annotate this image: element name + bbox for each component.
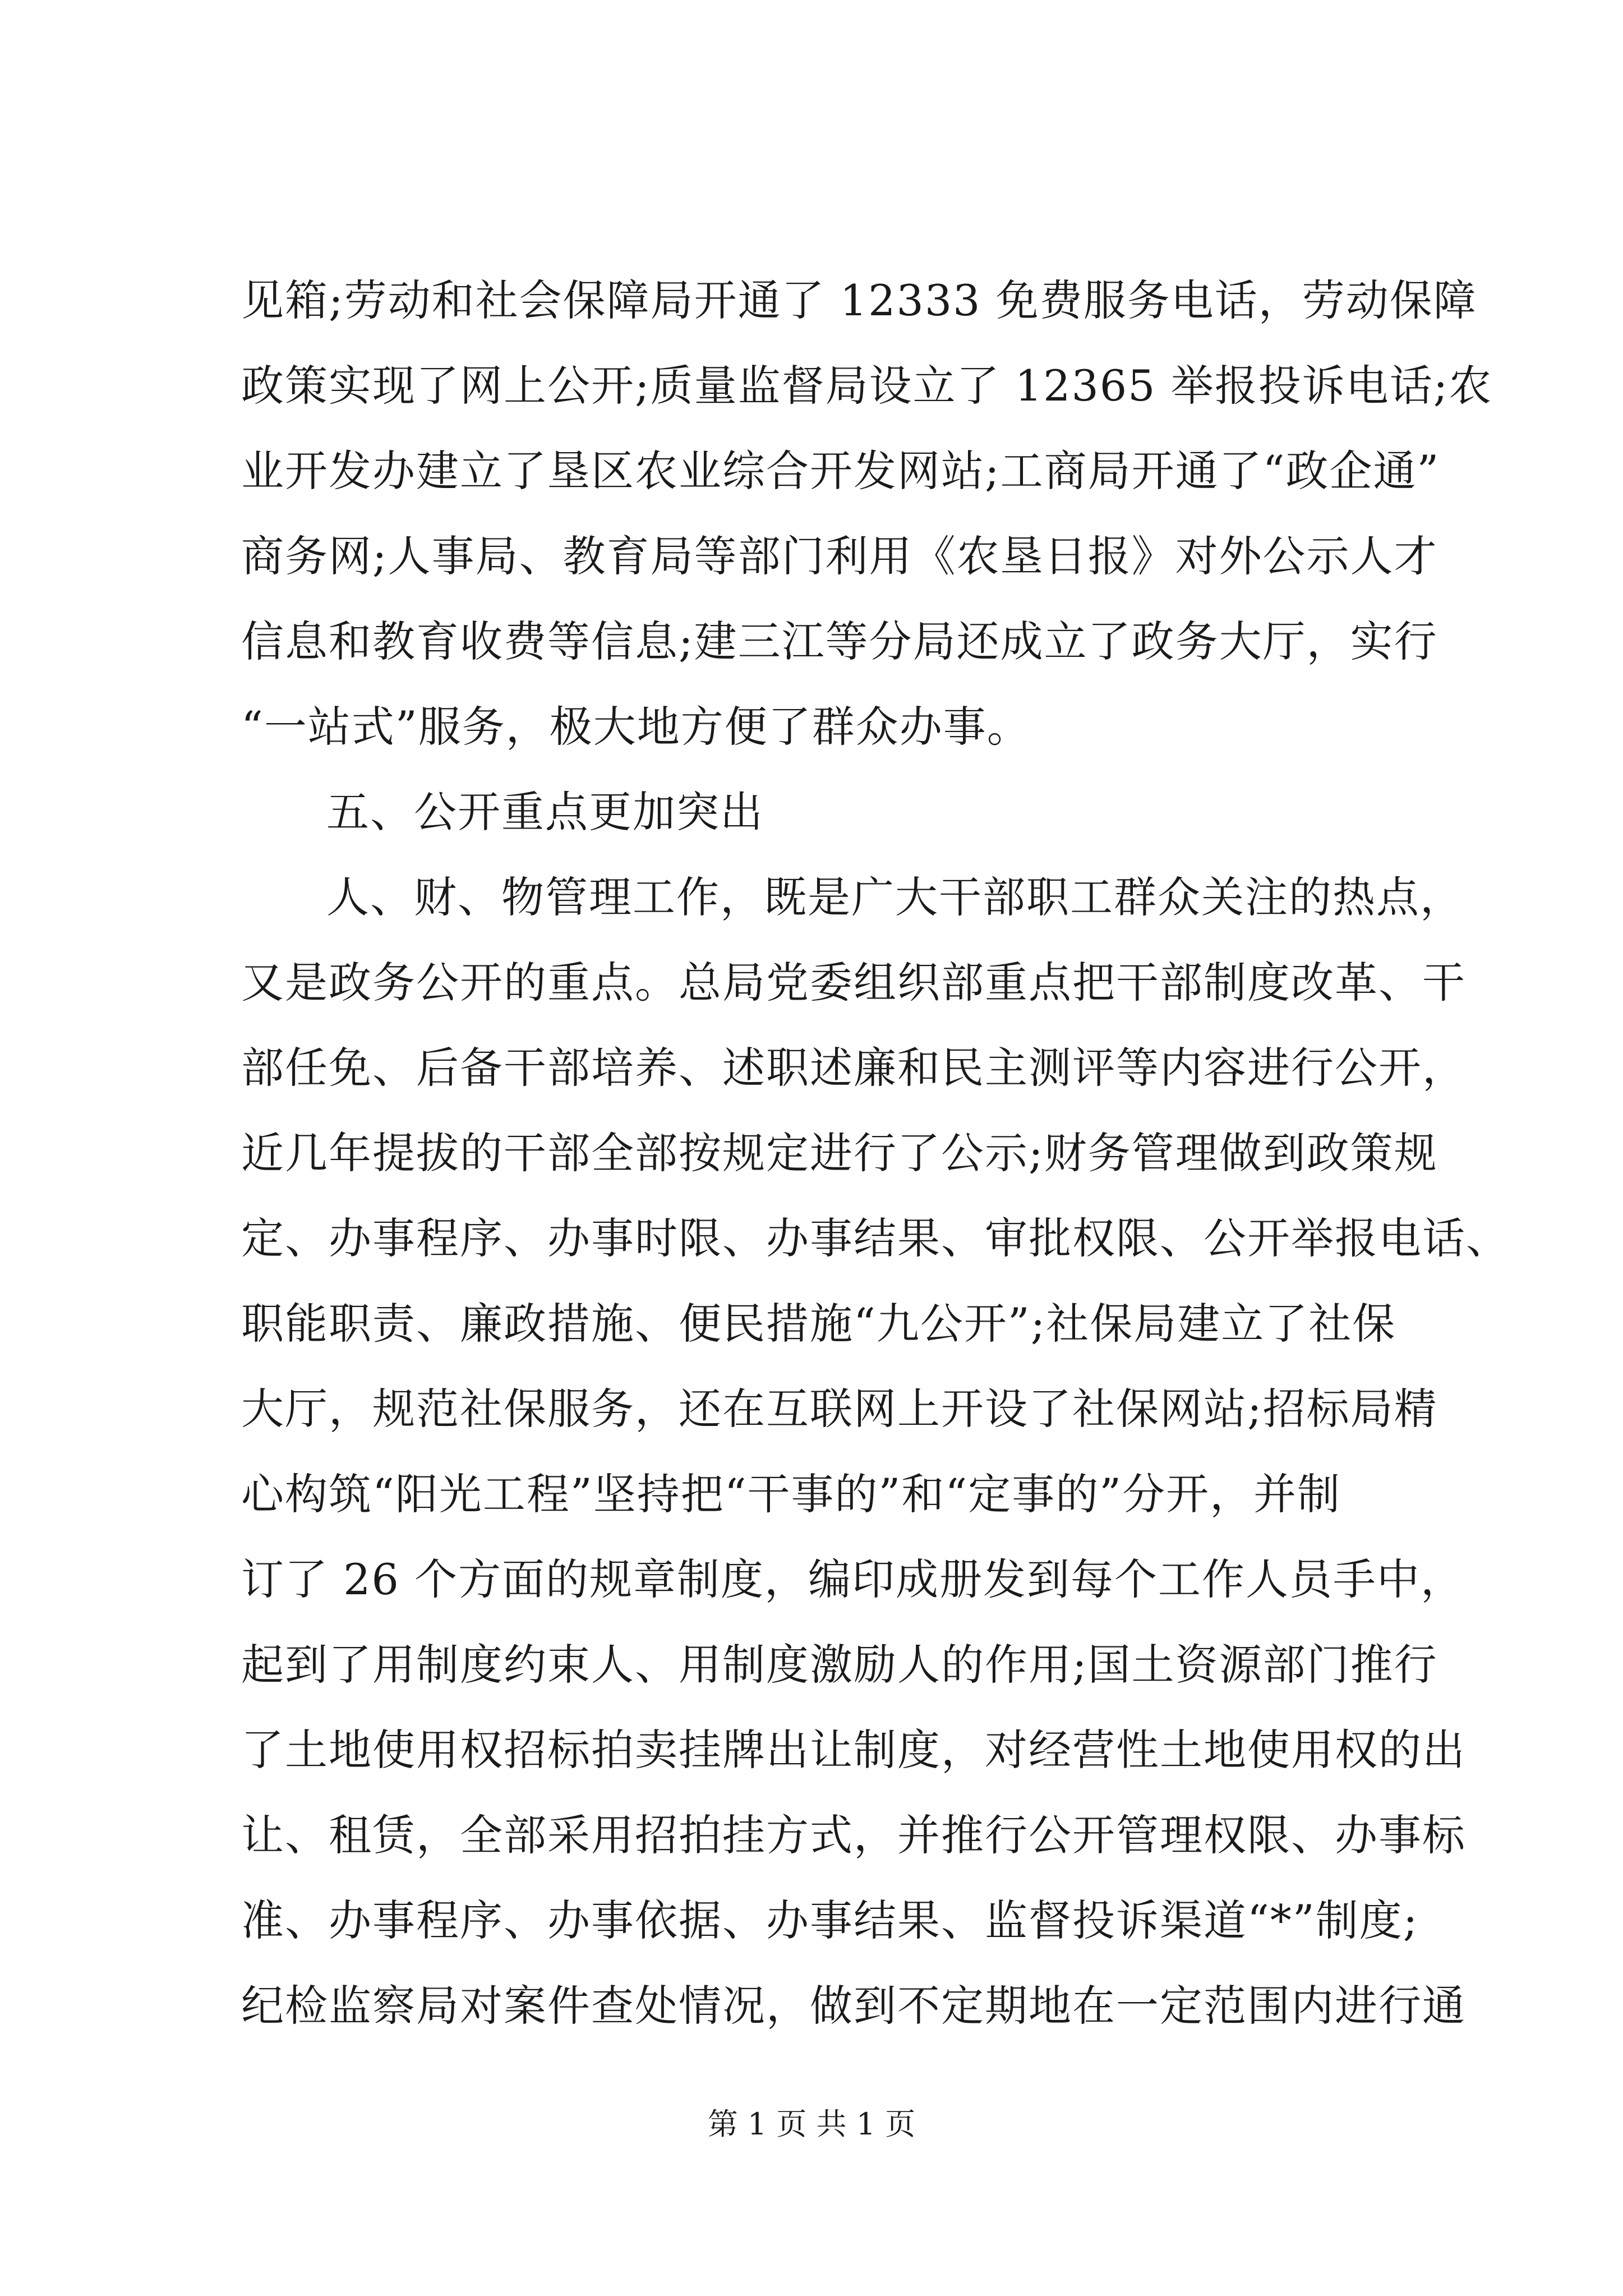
- body-line: 心构筑“阳光工程”坚持把“干事的”和“定事的”分开，并制: [241, 1469, 1341, 1519]
- body-line: 起到了用制度约束人、用制度激励人的作用;国土资源部门推行: [241, 1640, 1438, 1690]
- body-line: 职能职责、廉政措施、便民措施“九公开”;社保局建立了社保: [241, 1299, 1396, 1349]
- paragraph-first-line: 人、财、物管理工作，既是广大干部职工群众关注的热点，: [326, 872, 1464, 922]
- body-line: 订了 26 个方面的规章制度，编印成册发到每个工作人员手中，: [241, 1554, 1465, 1604]
- body-line: 让、租赁，全部采用招拍挂方式，并推行公开管理权限、办事标: [241, 1810, 1466, 1860]
- body-line: 政策实现了网上公开;质量监督局设立了 12365 举报投诉电话;农: [241, 361, 1493, 411]
- body-line: 准、办事程序、办事依据、办事结果、监督投诉渠道“*”制度;: [241, 1895, 1419, 1945]
- body-line: 纪检监察局对案件查处情况，做到不定期地在一定范围内进行通: [241, 1981, 1466, 2031]
- body-line: 又是政务公开的重点。总局党委组织部重点把干部制度改革、干: [241, 958, 1466, 1007]
- section-heading: 五、公开重点更加突出: [326, 787, 764, 837]
- body-line: 大厅，规范社保服务，还在互联网上开设了社保网站;招标局精: [241, 1384, 1438, 1434]
- body-line: 商务网;人事局、教育局等部门利用《农垦日报》对外公示人才: [241, 531, 1438, 581]
- body-line: 部任免、后备干部培养、述职述廉和民主测评等内容进行公开，: [241, 1043, 1466, 1093]
- body-line: 定、办事程序、办事时限、办事结果、审批权限、公开举报电话、: [241, 1213, 1510, 1263]
- document-body: [241, 258, 1510, 2049]
- body-line: 见箱;劳动和社会保障局开通了 12333 免费服务电话，劳动保障: [241, 275, 1477, 325]
- body-line: 信息和教育收费等信息;建三江等分局还成立了政务大厅，实行: [241, 616, 1438, 666]
- body-line: 了土地使用权招标拍卖挂牌出让制度，对经营性土地使用权的出: [241, 1725, 1466, 1775]
- body-line: 近几年提拔的干部全部按规定进行了公示;财务管理做到政策规: [241, 1128, 1438, 1178]
- body-line: “一站式”服务，极大地方便了群众办事。: [241, 702, 1031, 752]
- body-line: 业开发办建立了垦区农业综合开发网站;工商局开通了“政企通”: [241, 446, 1440, 496]
- page-footer: 第 1 页 共 1 页: [707, 2106, 916, 2142]
